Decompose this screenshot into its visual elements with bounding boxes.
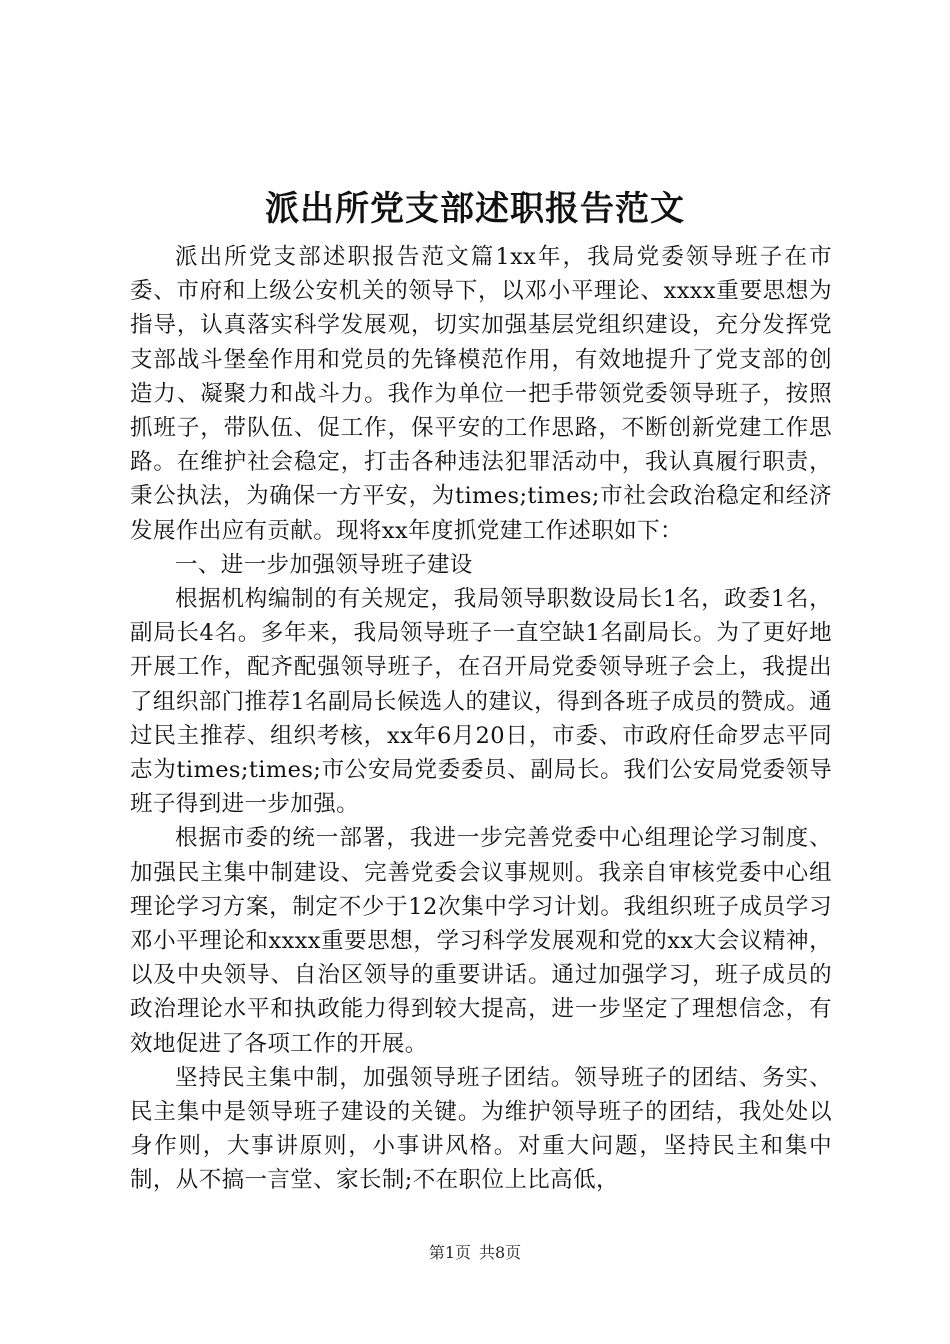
page-number: 第1页: [428, 1243, 471, 1262]
paragraph-leadership-staffing: 根据机构编制的有关规定，我局领导职数设局长1名，政委1名，副局长4名。多年来，我局领导班子一直空缺1名副局长。为了更好地开展工作，配齐配强领导班子，在召开局党委领导班子会上，我提出了组织部门推荐1名副局长候选人的建议，得到各班子成员的赞成。通过民主推荐、组织考核，xx年6月20日，市委、市政府任命罗志平同志为times;times;市公安局党委委员、副局长。我们公安局党委领导班子得到进一步加强。: [130, 586, 832, 818]
paragraph-intro: 派出所党支部述职报告范文篇1xx年，我局党委领导班子在市委、市府和上级公安机关的领导下，以邓小平理论、xxxx重要思想为指导，认真落实科学发展观，切实加强基层党组织建设，充分发挥党支部战斗堡垒作用和党员的先锋模范作用，有效地提升了党支部的创造力、凝聚力和战斗力。我作为单位一把手带领党委领导班子，按照抓班子，带队伍、促工作，保平安的工作思路，不断创新党建工作思路。在维护社会稳定，打击各种违法犯罪活动中，我认真履行职责，秉公执法，为确保一方平安，为times;times;市社会政治稳定和经济发展作出应有贡献。现将xx年度抓党建工作述职如下：: [130, 244, 832, 544]
document-body: [130, 240, 832, 1198]
paragraph-study-system: 根据市委的统一部署，我进一步完善党委中心组理论学习制度、加强民主集中制建设、完善党委会议事规则。我亲自审核党委中心组理论学习方案，制定不少于12次集中学习计划。我组织班子成员学习邓小平理论和xxxx重要思想，学习科学发展观和党的xx大会议精神，以及中央领导、自治区领导的重要讲话。通过加强学习，班子成员的政治理论水平和执政能力得到较大提高，进一步坚定了理想信念，有效地促进了各项工作的开展。: [130, 825, 832, 1057]
section-heading-1: 一、进一步加强领导班子建设: [175, 551, 473, 578]
paragraph-democratic-centralism: 坚持民主集中制，加强领导班子团结。领导班子的团结、务实、民主集中是领导班子建设的关键。为维护领导班子的团结，我处处以身作则，大事讲原则，小事讲风格。对重大问题，坚持民主和集中制，从不搞一言堂、家长制;不在职位上比高低，: [130, 1064, 832, 1194]
page-footer: [0, 1241, 950, 1265]
document-title: 派出所党支部述职报告范文: [265, 189, 685, 229]
page-total: 共8页: [479, 1243, 522, 1262]
